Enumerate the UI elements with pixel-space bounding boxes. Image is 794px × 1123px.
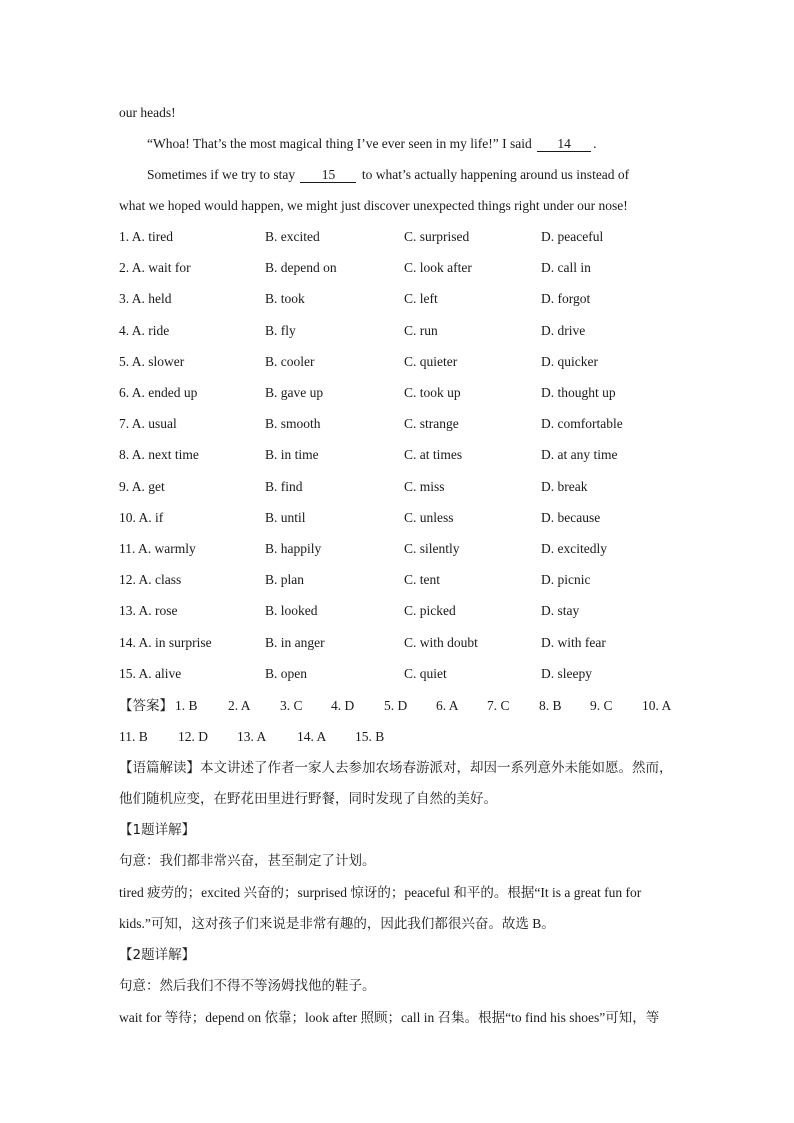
q2-sentence: 句意：然后我们不得不等汤姆找他的鞋子。 (119, 978, 376, 994)
passage-line (147, 135, 707, 153)
option-b: B. looked (265, 603, 318, 619)
passage-line: our heads! (119, 105, 176, 120)
summary-line: 他们随机应变，在野花田里进行野餐，同时发现了自然的美好。 (119, 791, 497, 807)
option-d: D. thought up (541, 385, 616, 400)
question-row (119, 353, 679, 371)
option-d: D. drive (541, 322, 586, 338)
q2-header: 【2题详解】 (119, 947, 196, 963)
summary-text: 本文讲述了作者一家人去参加农场春游派对，却因一系列意外未能如愿。然而， (200, 760, 673, 776)
option-c: C. at times (404, 447, 463, 463)
option-c: C. unless (404, 509, 454, 525)
question-row (119, 478, 679, 496)
option-d: D. picnic (541, 572, 591, 588)
q1-sentence: 句意：我们都非常兴奋，甚至制定了计划。 (119, 853, 376, 869)
option-b: B. took (265, 291, 305, 307)
option-b: B. smooth (265, 416, 321, 432)
q1-header: 【1题详解】 (119, 822, 196, 838)
option-c: C. left (404, 291, 438, 307)
question-row (119, 509, 679, 527)
option-d: D. with fear (541, 634, 606, 650)
q1-detail: tired 疲劳的；excited 兴奋的；surprised 惊讶的；peaceful 和平的。根据“It is a great fun for (119, 885, 642, 900)
option-a: 4. A. ride (119, 322, 170, 338)
passage-line: what we hoped would happen, we might just discover unexpected things right under our nose! (119, 198, 628, 213)
option-d: D. at any time (541, 447, 618, 463)
option-c: C. quieter (404, 353, 458, 369)
q1-detail: kids.”可知，这对孩子们来说是非常有趣的，因此我们都很兴奋。故选 B。 (119, 916, 555, 931)
option-b: B. until (265, 509, 306, 525)
option-b: B. gave up (265, 385, 324, 400)
answer-item: 13. A (237, 729, 267, 744)
option-c: C. took up (404, 385, 461, 400)
question-row (119, 259, 679, 277)
option-b: B. open (265, 665, 307, 681)
question-row (119, 446, 679, 464)
option-a: 13. A. rose (119, 603, 178, 619)
answer-item: 12. D (178, 729, 208, 744)
option-d: D. excitedly (541, 541, 607, 556)
answer-item: 8. B (539, 698, 562, 713)
option-a: 7. A. usual (119, 416, 177, 432)
option-b: B. find (265, 478, 303, 494)
option-c: C. tent (404, 572, 440, 588)
question-row (119, 602, 679, 620)
option-c: C. miss (404, 478, 445, 494)
passage-text: “Whoa! That’s the most magical thing I’ve ever seen in my life!” I said (147, 136, 532, 151)
option-d: D. stay (541, 603, 580, 619)
option-a: 2. A. wait for (119, 260, 191, 276)
answer-item: 1. B (175, 698, 198, 713)
option-a: 14. A. in surprise (119, 634, 212, 650)
option-a: 15. A. alive (119, 665, 182, 681)
option-c: C. run (404, 322, 438, 338)
option-a: 12. A. class (119, 572, 182, 588)
option-a: 1. A. tired (119, 229, 173, 244)
question-row (119, 290, 679, 308)
option-a: 11. A. warmly (119, 541, 196, 556)
answer-item: 14. A (297, 729, 327, 744)
blank-15: 15 (300, 168, 356, 183)
option-c: C. strange (404, 416, 459, 432)
passage-text: to what’s actually happening around us instead of (361, 167, 630, 182)
option-c: C. look after (404, 260, 472, 276)
answer-item: 3. C (280, 698, 303, 713)
q2-detail: wait for 等待；depend on 依靠；look after 照顾；call in 召集。根据“to find his shoes”可知，等 (119, 1010, 660, 1025)
option-d: D. break (541, 478, 588, 494)
passage-text: . (593, 136, 597, 151)
answer-item: 4. D (331, 698, 355, 713)
answer-row (119, 697, 679, 715)
question-row (119, 322, 679, 340)
option-a: 5. A. slower (119, 353, 185, 369)
option-b: B. fly (265, 322, 296, 338)
answer-item: 9. C (590, 698, 613, 713)
option-c: C. picked (404, 603, 456, 619)
answer-item: 5. D (384, 698, 408, 713)
option-d: D. sleepy (541, 665, 592, 681)
question-row (119, 384, 679, 402)
option-b: B. plan (265, 572, 304, 588)
option-c: C. with doubt (404, 634, 478, 650)
option-a: 3. A. held (119, 291, 172, 307)
option-d: D. quicker (541, 353, 598, 369)
answer-label: 【答案】 (119, 698, 173, 714)
option-b: B. happily (265, 541, 322, 556)
question-row (119, 415, 679, 433)
answer-row (119, 728, 679, 746)
option-a: 10. A. if (119, 509, 164, 525)
option-a: 9. A. get (119, 478, 165, 494)
summary-line (119, 759, 679, 777)
option-d: D. peaceful (541, 229, 604, 244)
option-c: C. quiet (404, 665, 447, 681)
answer-item: 10. A (642, 698, 672, 713)
question-row (119, 228, 679, 246)
answer-item: 11. B (119, 729, 148, 744)
question-row (119, 634, 679, 652)
blank-14: 14 (537, 137, 591, 152)
answer-item: 6. A (436, 698, 459, 713)
option-b: B. cooler (265, 353, 315, 369)
question-row (119, 665, 679, 683)
option-d: D. call in (541, 260, 591, 276)
option-d: D. comfortable (541, 416, 623, 432)
passage-text: Sometimes if we try to stay (147, 167, 296, 182)
option-b: B. in anger (265, 634, 325, 650)
answer-item: 2. A (228, 698, 251, 713)
option-b: B. excited (265, 229, 320, 244)
option-b: B. depend on (265, 260, 337, 276)
option-d: D. because (541, 509, 601, 525)
option-b: B. in time (265, 447, 319, 463)
option-c: C. silently (404, 541, 460, 556)
question-row (119, 540, 679, 558)
option-c: C. surprised (404, 229, 470, 244)
option-d: D. forgot (541, 291, 591, 307)
summary-label: 【语篇解读】 (119, 760, 200, 776)
passage-line (147, 166, 707, 184)
question-row (119, 571, 679, 589)
answer-item: 7. C (487, 698, 510, 713)
option-a: 6. A. ended up (119, 385, 198, 400)
answer-item: 15. B (355, 729, 385, 744)
option-a: 8. A. next time (119, 447, 199, 463)
